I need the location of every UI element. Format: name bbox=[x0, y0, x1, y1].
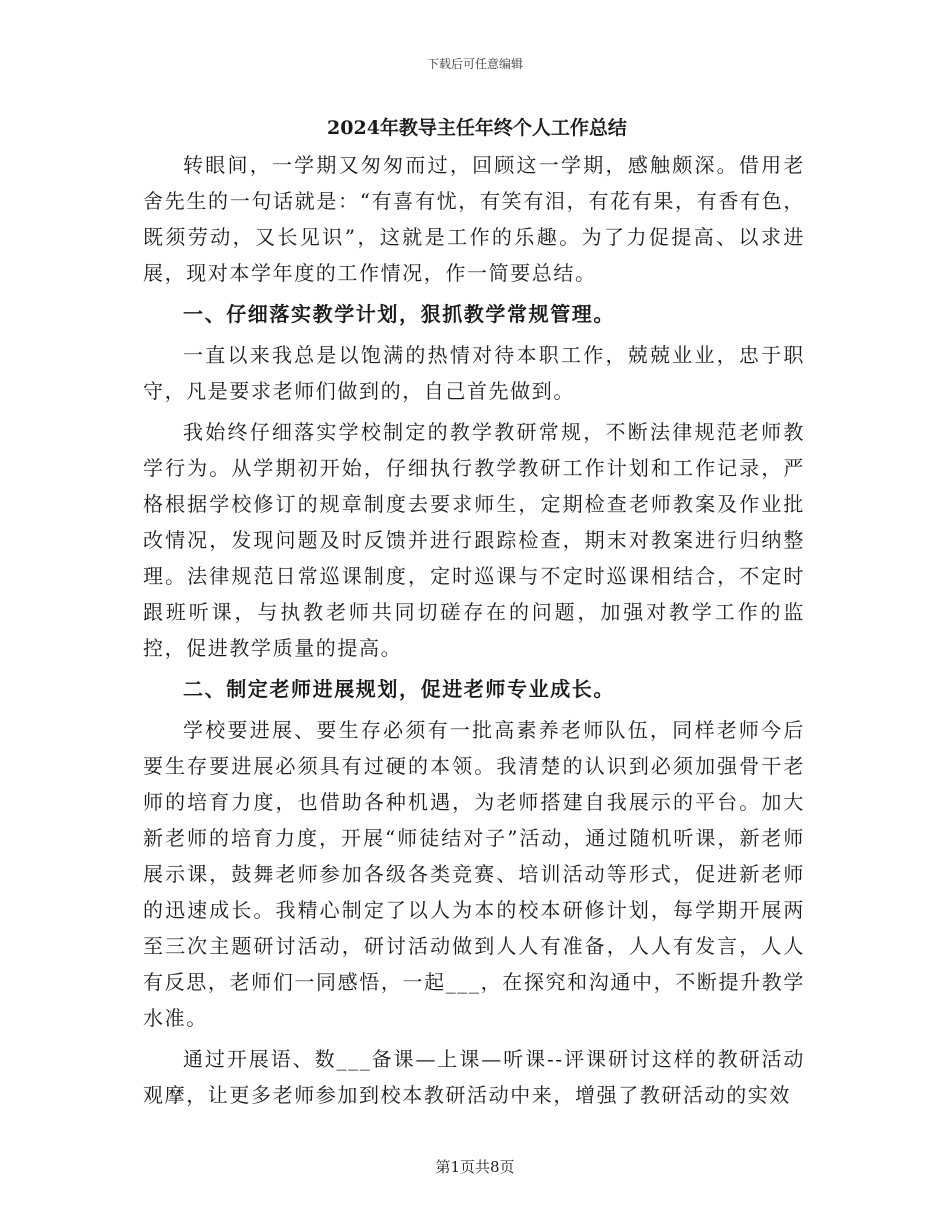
document-title: 2024年教导主任年终个人工作总结 bbox=[327, 117, 627, 139]
paragraph-2: 我始终仔细落实学校制定的教学教研常规，不断法律规范老师教学行为。从学期初开始，仔细执行教学教研工作计划和工作记录，严格根据学校修订的规章制度去要求师生，定期检查老师教案及作业批改情况，发现问题及时反馈并进行跟踪检查，期末对教案进行归纳整理。法律规范日常巡课制度，定时巡课与不定时巡课相结合，不定时跟班听课，与执教老师共同切磋存在的问题，加强对教学工作的监控，促进教学质量的提高。 bbox=[143, 420, 805, 660]
paragraph-4: 通过开展语、数___备课—上课—听课--评课研讨这样的教研活动观摩，让更多老师参加到校本教研活动中来，增强了教研活动的实效 bbox=[143, 1047, 805, 1107]
paragraph-1: 一直以来我总是以饱满的热情对待本职工作，兢兢业业，忠于职守，凡是要求老师们做到的，自己首先做到。 bbox=[143, 343, 805, 403]
page-number: 第1页共8页 bbox=[435, 1158, 515, 1176]
paragraph-intro: 转眼间，一学期又匆匆而过，回顾这一学期，感触颇深。借用老舍先生的一句话就是：“有喜有忧，有笑有泪，有花有果，有香有色，既须劳动，又长见识”，这就是工作的乐趣。为了力促提高、以求进展，现对本学年度的工作情况，作一简要总结。 bbox=[143, 153, 805, 285]
section-heading-2: 二、制定老师进展规划，促进老师专业成长。 bbox=[183, 677, 615, 701]
header-note: 下载后可任意编辑 bbox=[426, 57, 523, 71]
paragraph-3: 学校要进展、要生存必须有一批高素养老师队伍，同样老师今后要生存要进展必须具有过硬的本领。我清楚的认识到必须加强骨干老师的培育力度，也借助各种机遇，为老师搭建自我展示的平台。加大新老师的培育力度，开展“师徒结对子”活动，通过随机听课，新老师展示课，鼓舞老师参加各级各类竞赛、培训活动等形式，促进新老师的迅速成长。我精心制定了以人为本的校本研修计划，每学期开展两至三次主题研讨活动，研讨活动做到人人有准备，人人有发言，人人有反思，老师们一同感悟，一起___，在探究和沟通中，不断提升教学水准。 bbox=[143, 718, 805, 1030]
section-heading-1: 一、仔细落实教学计划，狠抓教学常规管理。 bbox=[183, 302, 615, 326]
document-body bbox=[143, 112, 805, 1113]
